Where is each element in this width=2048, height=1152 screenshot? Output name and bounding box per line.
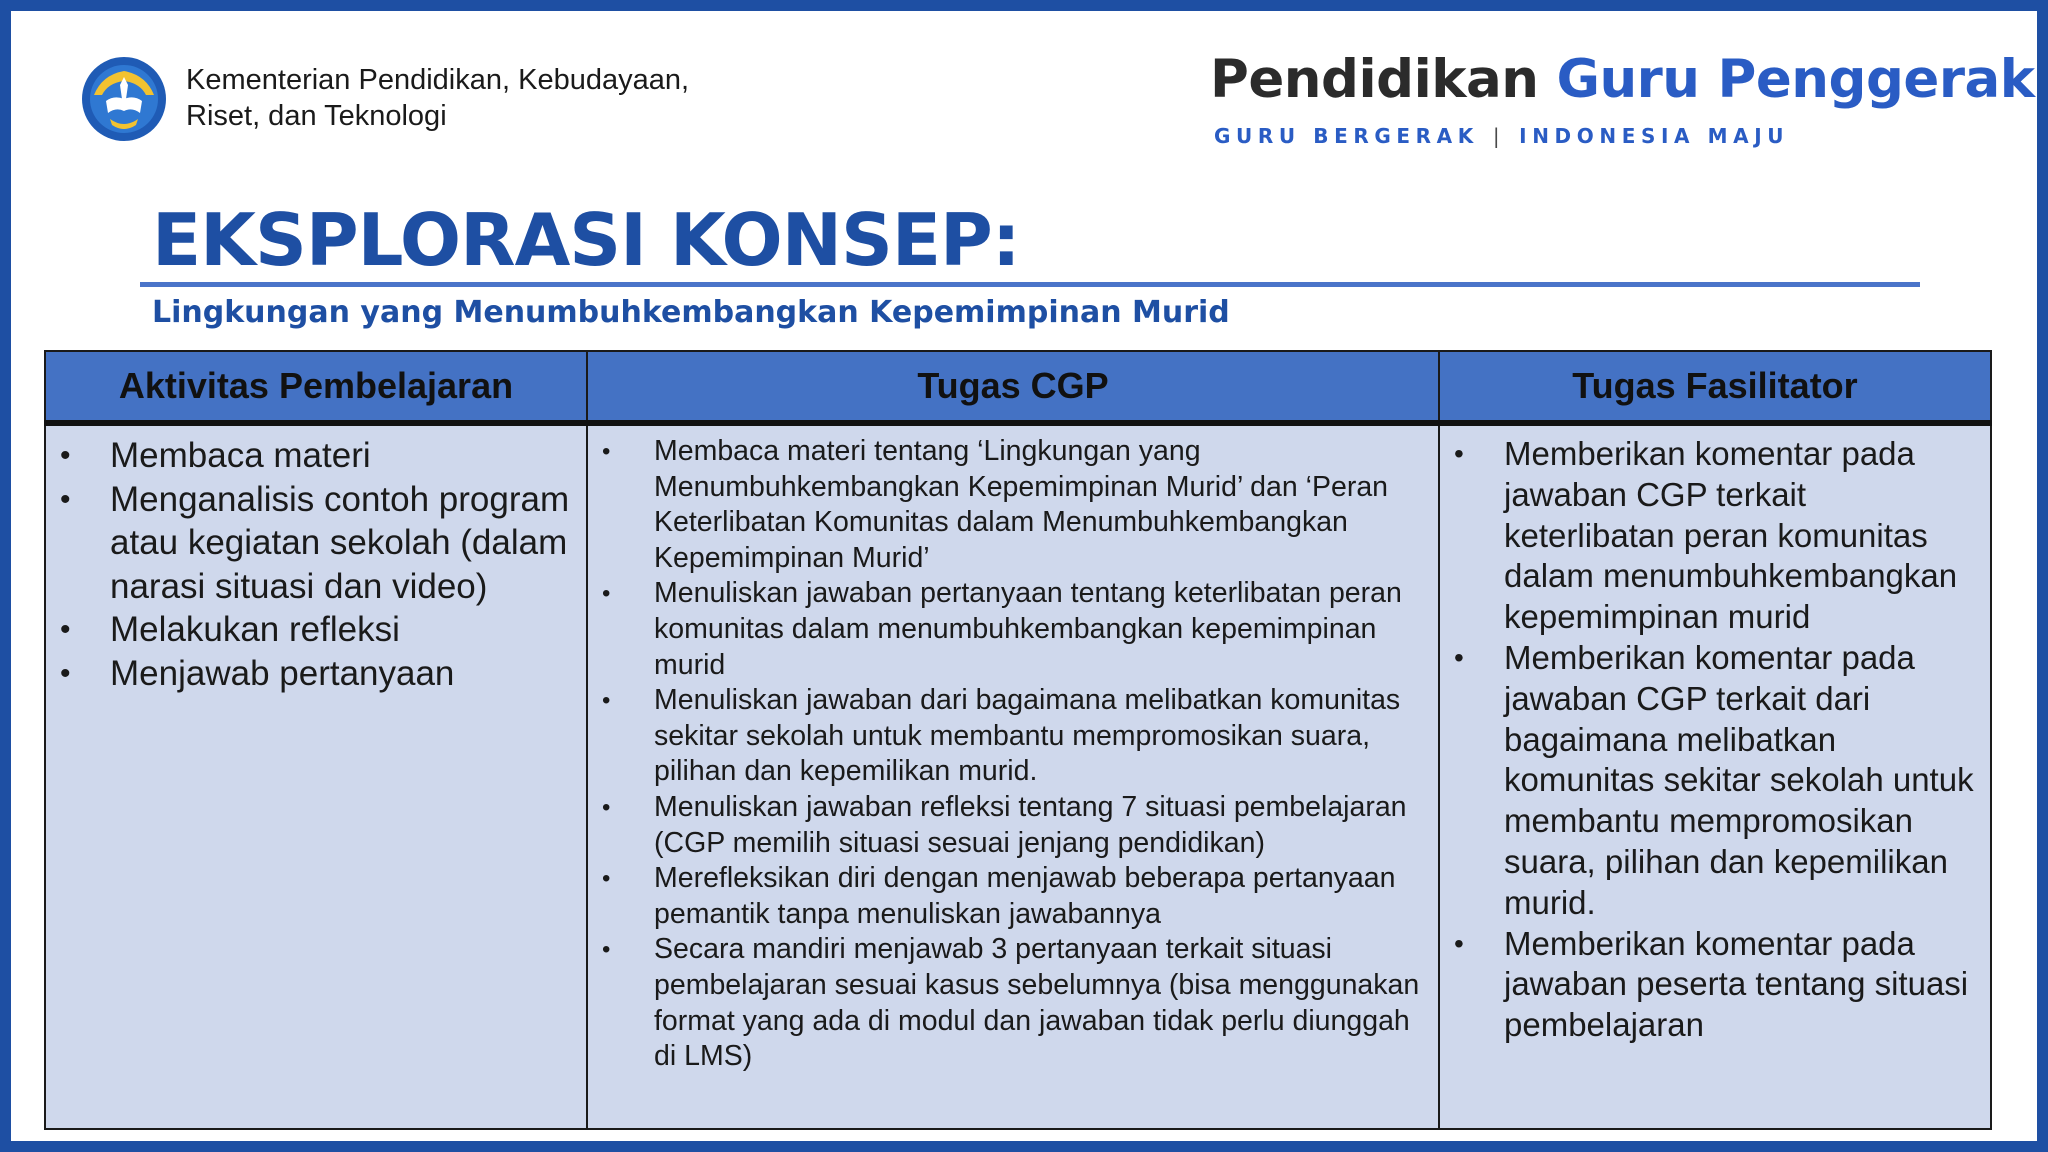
tugas-fasilitator-list — [1454, 434, 1980, 1046]
aktivitas-list — [60, 434, 576, 695]
ministry-name — [186, 62, 689, 134]
ministry-name-line2: Riset, dan Teknologi — [186, 100, 447, 132]
ministry-logo — [80, 55, 168, 143]
page-subtitle: Lingkungan yang Menumbuhkembangkan Kepemimpinan Murid — [152, 295, 1230, 330]
slide-header — [0, 0, 2048, 150]
list-item: • Menuliskan jawaban refleksi tentang 7 situasi pembelajaran (CGP memilih situasi sesuai jenjang pendidikan) — [602, 790, 1407, 859]
list-item: • Merefleksikan diri dengan menjawab beberapa pertanyaan pemantik tanpa menuliskan jawabannya — [602, 862, 1396, 930]
brand-word-guru-penggerak: Guru Penggerak — [1556, 49, 2035, 110]
list-item: • Melakukan refleksi — [60, 610, 400, 649]
list-item: • Memberikan komentar pada jawaban CGP terkait dari bagaimana melibatkan komunitas sekitar sekolah untuk membantu mempromosikan suara, pilihan dan kepemilikan murid. — [1454, 638, 1974, 921]
tagline-separator: | — [1492, 124, 1506, 148]
header-tugas-fasilitator: Tugas Fasilitator — [1439, 351, 1991, 423]
list-item: • Memberikan komentar pada jawaban CGP terkait keterlibatan peran komunitas dalam menumbuhkembangkan kepemimpinan murid — [1454, 435, 1958, 636]
activity-table — [44, 350, 1992, 1130]
header-tugas-cgp: Tugas CGP — [587, 351, 1439, 423]
list-item: • Secara mandiri menjawab 3 pertanyaan terkait situasi pembelajaran sesuai kasus sebelumnya (bisa menggunakan format yang ada di modul dan jawaban tidak perlu diunggah di LMS) — [602, 933, 1420, 1073]
list-item: • Menuliskan jawaban dari bagaimana melibatkan komunitas sekitar sekolah untuk membantu mempromosikan suara, pilihan dan kepemilikan murid. — [602, 684, 1401, 788]
list-item: • Menganalisis contoh program atau kegiatan sekolah (dalam narasi situasi dan video) — [60, 479, 570, 606]
tugas-cgp-list — [602, 434, 1428, 1075]
brand-title — [1210, 48, 2035, 112]
header-aktivitas: Aktivitas Pembelajaran — [45, 351, 587, 423]
brand-word-pendidikan: Pendidikan — [1210, 49, 1539, 110]
tagline-right: INDONESIA MAJU — [1519, 124, 1790, 148]
list-item: • Memberikan komentar pada jawaban peserta tentang situasi pembelajaran — [1454, 924, 1969, 1044]
list-item: • Menjawab pertanyaan — [60, 653, 455, 693]
cell-tugas-cgp — [587, 423, 1439, 1129]
title-block — [140, 198, 1920, 335]
cell-tugas-fasilitator — [1439, 423, 1991, 1129]
table-row — [45, 423, 1991, 1129]
title-underline — [140, 282, 1920, 287]
table-header-row — [45, 351, 1991, 423]
ministry-name-line1: Kementerian Pendidikan, Kebudayaan, — [186, 64, 690, 96]
program-brand — [1210, 48, 2035, 148]
page-title: EKSPLORASI KONSEP: — [152, 198, 1020, 282]
cell-aktivitas — [45, 423, 587, 1129]
tagline-left: GURU BERGERAK — [1214, 124, 1479, 148]
brand-tagline — [1214, 124, 1996, 148]
list-item: • Membaca materi tentang ‘Lingkungan yang Menumbuhkembangkan Kepemimpinan Murid’ dan ‘Peran Keterlibatan Komunitas dalam Menumbuhkembangkan Kepemimpinan Murid’ — [602, 435, 1389, 574]
list-item: • Membaca materi — [60, 436, 371, 475]
list-item: • Menuliskan jawaban pertanyaan tentang keterlibatan peran komunitas dalam menumbuhkembangkan kepemimpinan murid — [602, 577, 1402, 681]
